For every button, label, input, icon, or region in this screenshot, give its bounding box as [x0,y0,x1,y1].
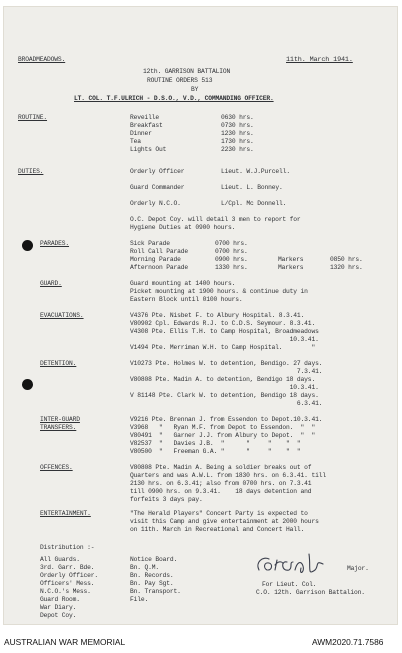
detention-line: 6.3.41. [130,400,323,407]
punch-hole [22,379,33,390]
evacuation-line: V4308 Pte. Ellis T.H. to Camp Hospital, Broadmeadows [130,328,319,335]
parade-label: Roll Call Parade [130,248,189,255]
markers-time: 0850 hrs. [330,256,363,263]
duty-label: Orderly Officer [130,168,185,175]
guard-line: Guard mounting at 1400 hours. [130,280,236,287]
duty-label: Guard Commander [130,184,185,191]
routine-time: 2230 hrs. [221,146,254,153]
section-heading-guard: GUARD. [40,280,62,287]
routine-time: 0630 hrs. [221,114,254,121]
routine-label: Lights Out [130,146,167,153]
detention-line: V 81148 Pte. Clark W. to detention, Bendigo 18 days. [130,392,319,399]
parade-time: 0700 hrs. [215,248,248,255]
parade-time: 1330 hrs. [215,264,248,271]
distribution-item: Bn. Q.M. [130,564,160,571]
punch-hole [22,240,33,251]
duty-value: Lieut. L. Bonney. [221,184,283,191]
duty-value: Lieut. W.J.Purcell. [221,168,290,175]
parade-time: 0700 hrs. [215,240,248,247]
evacuation-line: V4376 Pte. Nisbet F. to Albury Hospital. 8.3.41. [130,312,305,319]
order-date: 11th. March 1941. [286,56,353,64]
distribution-item: N.C.O.'s Mess. [40,588,91,595]
distribution-item: Guard Room. [40,596,80,603]
section-heading-duties: DUTIES. [18,168,44,175]
section-heading-entertainment: ENTERTAINMENT. [40,510,91,517]
transfer-line: V82537 " Davies J.B. " " " " " [130,440,301,447]
routine-time: 1230 hrs. [221,130,254,137]
markers-label: Markers [278,264,304,271]
orders-title: ROUTINE ORDERS 513 [147,77,213,84]
transfer-line: V3968 " Ryan M.F. from Depot to Essendon. " " [130,424,316,431]
addressee: BROADMEADOWS. [18,56,66,63]
detention-line: V80808 Pte. Madin A. to detention, Bendigo 18 days. [130,376,316,383]
section-heading-routine: ROUTINE. [18,114,48,121]
transfer-line: V80500 " Freeman G.A. " " " " " [130,448,301,455]
evacuation-line: V1494 Pte. Merriman W.H. to Camp Hospital. " [130,344,316,351]
transfer-line: V9216 Pte. Brennan J. from Essendon to Depot.10.3.41. [130,416,323,423]
routine-time: 1730 hrs. [221,138,254,145]
routine-time: 0730 hrs. [221,122,254,129]
detention-line: V10273 Pte. Holmes W. to detention, Bendigo. 27 days. [130,360,323,367]
routine-label: Dinner [130,130,152,137]
section-heading-transfers: INTER-GUARD [40,416,80,423]
routine-label: Breakfast [130,122,163,129]
section-heading-transfers: TRANSFERS. [40,424,77,431]
section-heading-detention: DETENTION. [40,360,77,367]
handwritten-signature [253,550,353,582]
duty-label: Orderly N.C.O. [130,200,181,207]
evacuation-line: V80902 Cpl. Edwards R.J. to C.D.S. Seymour. 8.3.41. [130,320,316,327]
unit-title: 12th. GARRISON BATTALION [143,68,231,75]
section-heading-offences: OFFENCES. [40,464,73,471]
distribution-item: Depot Coy. [40,612,77,619]
distribution-item: Officers' Mess. [40,580,95,587]
archive-reference: AWM2020.71.7586 [312,637,384,647]
distribution-item: Bn. Records. [130,572,174,579]
markers-label: Markers [278,256,304,263]
archive-name: AUSTRALIAN WAR MEMORIAL [4,637,126,647]
transfer-line: V80491 " Garner J.J. from Albury to Depot. " " [130,432,316,439]
duty-note-line: O.C. Depot Coy. will detail 3 men to report for [130,216,301,223]
offence-line: V80808 Pte. Madin A. Being a soldier breaks out of [130,464,312,471]
distribution-item: Notice Board. [130,556,178,563]
distribution-item: Orderly Officer. [40,572,99,579]
section-heading-parades: PARADES. [40,240,70,247]
distribution-item: File. [130,596,149,603]
duty-value: L/Cpl. Mc Donnell. [221,200,287,207]
parade-label: Sick Parade [130,240,170,247]
distribution-item: All Guards. [40,556,80,563]
signature-unit-line: C.O. 12th. Garrison Battalion. [256,589,365,596]
orders-by: BY [191,86,199,93]
distribution-item: Bn. Transport. [130,588,181,595]
archive-footer [0,629,402,653]
detention-line: 7.3.41. [130,368,323,375]
signature-for-line: For Lieut. Col. [262,581,317,588]
entertainment-line: visit this Camp and give entertainment at 2000 hours [130,518,319,525]
signature-rank: Major. [347,565,369,572]
offence-line: forfeits 3 days pay. [130,496,203,503]
entertainment-line: "The Herald Players" Concert Party is expected to [130,510,308,517]
offence-line: Quarters and was A.W.L. from 1830 hrs. on 6.3.41. till [130,472,326,479]
distribution-item: War Diary. [40,604,77,611]
routine-label: Reveille [130,114,160,121]
offence-line: till 0900 hrs. on 9.3.41. 18 days detention and [130,488,312,495]
guard-line: Picket mounting at 1900 hours. & continue duty in [130,288,308,295]
distribution-item: Bn. Pay Sgt. [130,580,174,587]
parade-label: Morning Parade [130,256,181,263]
section-heading-evacuations: EVACUATIONS. [40,312,84,319]
evacuation-line: 10.3.41. [130,336,319,343]
entertainment-line: on 11th. March in Recreational and Concert Hall. [130,526,305,533]
commanding-officer: LT. COL. T.F.ULRICH - D.S.O., V.D., COMMANDING OFFICER. [74,95,274,102]
distribution-heading: Distribution :- [40,544,95,551]
offence-line: 2130 hrs. on 6.3.41; also from 0700 hrs. on 7.3.41 [130,480,312,487]
guard-line: Eastern Block until 0100 hours. [130,296,243,303]
routine-label: Tea [130,138,141,145]
parade-time: 0900 hrs. [215,256,248,263]
markers-time: 1320 hrs. [330,264,363,271]
duty-note-line: Hygiene Duties at 0900 hours. [130,224,236,231]
parade-label: Afternoon Parade [130,264,189,271]
detention-line: 10.3.41. [130,384,319,391]
distribution-item: 3rd. Garr. Bde. [40,564,95,571]
